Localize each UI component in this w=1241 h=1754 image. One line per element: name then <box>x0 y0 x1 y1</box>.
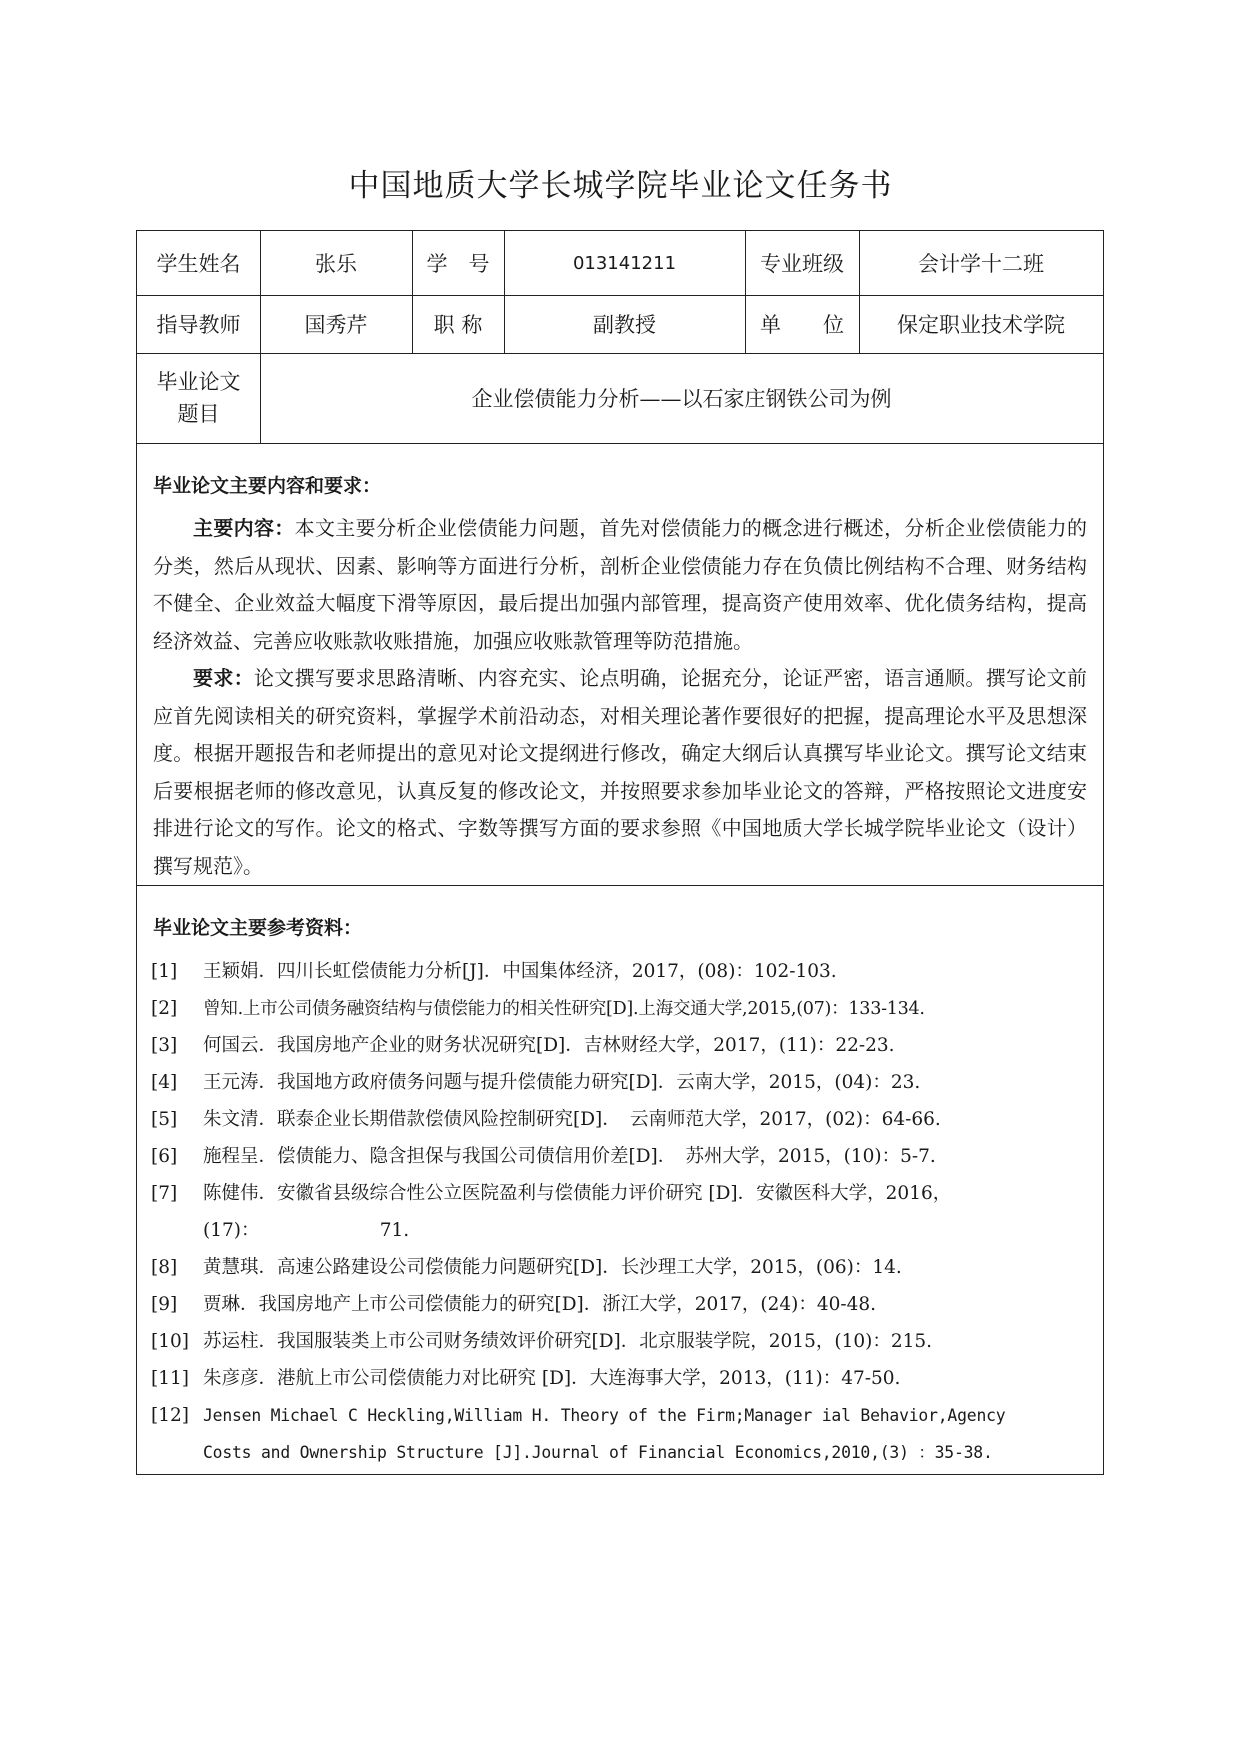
reference-item: [11] 朱彦彦．港航上市公司偿债能力对比研究 [D]．大连海事大学，2013，(11)：47-50. <box>151 1368 901 1389</box>
topic-label-line1: 毕业论文 <box>156 370 241 394</box>
topic-label <box>137 353 260 443</box>
page-title: 中国地质大学长城学院毕业论文任务书 <box>348 168 893 204</box>
topic-value: 企业偿债能力分析——以石家庄钢铁公司为例 <box>471 387 892 411</box>
reference-item: [10] 苏运柱．我国服装类上市公司财务绩效评价研究[D]．北京服装学院，2015，(10)：215. <box>151 1331 933 1352</box>
major-class-label: 专业班级 <box>760 252 844 276</box>
student-name-value: 张乐 <box>315 252 357 276</box>
rank-value: 副教授 <box>593 313 656 337</box>
advisor-label: 指导教师 <box>156 313 241 337</box>
reference-item: [3] 何国云．我国房地产企业的财务状况研究[D]．吉林财经大学，2017，(11)：22-23. <box>151 1035 895 1056</box>
reference-item: [4] 王元涛．我国地方政府债务问题与提升偿债能力研究[D]．云南大学，2015，(04)：23. <box>151 1072 921 1093</box>
unit-label: 单 位 <box>760 313 844 337</box>
topic-label-line2: 题目 <box>177 402 220 426</box>
student-id-value: 013141211 <box>572 252 677 274</box>
reference-item: [1] 王颖娟．四川长虹偿债能力分析[J]．中国集体经济，2017，(08)：102-103. <box>151 961 837 982</box>
advisor-value: 国秀芹 <box>304 313 368 337</box>
row-divider <box>137 885 1103 886</box>
content-heading: 毕业论文主要内容和要求： <box>153 475 382 497</box>
reference-item: [2] 曾知.上市公司债务融资结构与债偿能力的相关性研究[D].上海交通大学,2015,(07)：133-134. <box>151 998 925 1019</box>
student-name-label: 学生姓名 <box>156 252 241 276</box>
requirements-label: 要求： <box>193 666 254 690</box>
content-section <box>153 471 1087 885</box>
rank-label: 职 称 <box>433 313 483 337</box>
requirements-text: 论文撰写要求思路清晰、内容充实、论点明确，论据充分，论证严密，语言通顺。撰写论文前应首先阅读相关的研究资料，掌握学术前沿动态，对相关理论著作要很好的把握，提高理论水平及思想深度。根据开题报告和老师提出的意见对论文提纲进行修改，确定大纲后认真撰写毕业论文。撰写论文结束后要根据老师的修改意见，认真反复的修改论文，并按照要求参加毕业论文的答辩，严格按照论文进度安排进行论文的写作。论文的格式、字数等撰写方面的要求参照《中国地质大学长城学院毕业论文（设计）撰写规范》。 <box>153 666 1088 878</box>
reference-item: [9] 贾琳．我国房地产上市公司偿债能力的研究[D]．浙江大学，2017，(24)：40-48. <box>151 1294 877 1315</box>
references-section <box>153 913 1087 940</box>
unit-value: 保定职业技术学院 <box>897 313 1065 337</box>
main-content-text: 本文主要分析企业偿债能力问题，首先对偿债能力的概念进行概述，分析企业偿债能力的分类，然后从现状、因素、影响等方面进行分析，剖析企业偿债能力存在负债比例结构不合理、财务结构不健全、企业效益大幅度下滑等原因，最后提出加强内部管理，提高资产使用效率、优化债务结构，提高经济效益、完善应收账款收账措施，加强应收账款管理等防范措施。 <box>153 516 1088 653</box>
student-id-label: 学 号 <box>426 252 490 276</box>
major-class-value: 会计学十二班 <box>918 252 1044 276</box>
reference-item: [6] 施程呈．偿债能力、隐含担保与我国公司债信用价差[D]． 苏州大学，2015，(10)：5-7. <box>151 1146 936 1167</box>
main-content-label: 主要内容： <box>193 516 295 540</box>
main-content-paragraph <box>153 510 1087 660</box>
row-divider <box>137 443 1103 444</box>
references-heading: 毕业论文主要参考资料： <box>153 917 363 939</box>
reference-item: [5] 朱文清．联泰企业长期借款偿债风险控制研究[D]． 云南师范大学，2017，(02)：64-66. <box>151 1109 941 1130</box>
task-form-table <box>136 230 1104 1475</box>
reference-item: [7] 陈健伟．安徽省县级综合性公立医院盈利与偿债能力评价研究 [D]．安徽医科大学，2016， (17)： 71. <box>151 1183 952 1241</box>
reference-item: [12] Jensen Michael C Heckling,William H. Theory of the Firm;Manager ial Behavior,Agency Costs and Ownership Structure [J].Journal of Financial Economics,2010,(3) ：35-38. <box>151 1405 1006 1462</box>
reference-item: [8] 黄慧琪．高速公路建设公司偿债能力问题研究[D]．长沙理工大学，2015，(06)：14. <box>151 1257 902 1278</box>
requirements-paragraph <box>153 660 1087 885</box>
